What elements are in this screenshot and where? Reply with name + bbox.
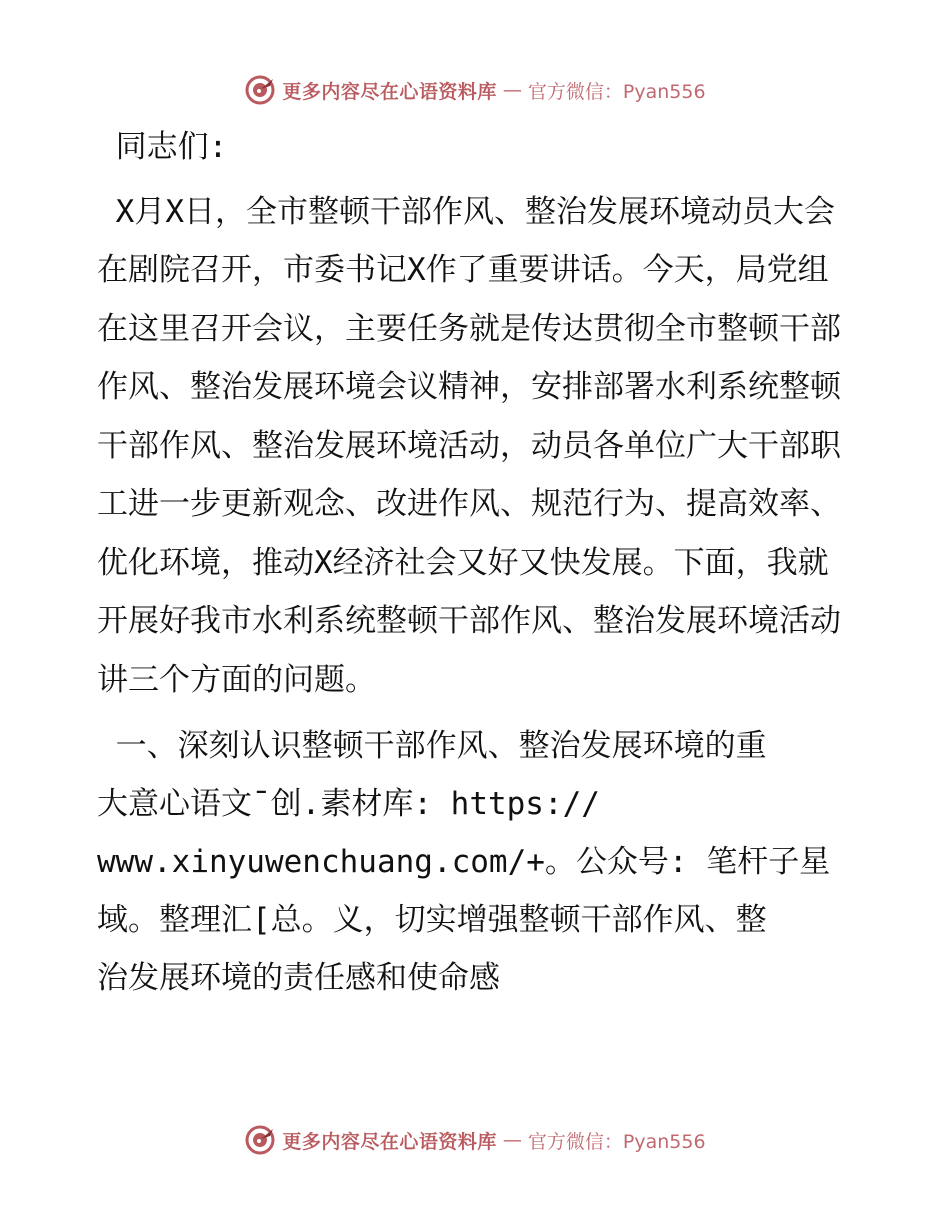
pen-nib-circle-icon xyxy=(244,1124,276,1156)
banner-text: 更多内容尽在心语资料库 xyxy=(282,80,497,103)
document-body xyxy=(97,118,857,1007)
paragraph-1: X月X日，全市整顿干部作风、整治发展环境动员大会在剧院召开，市委书记X作了重要讲话。今天，局党组在这里召开会议，主要任务就是传达贯彻全市整顿干部作风、整治发展环境会议精神，安排部署水利系统整顿干部作风、整治发展环境活动，动员各单位广大干部职工进一步更新观念、改进作风、规范行为、提高效率、优化环境，推动X经济社会又好又快发展。下面，我就开展好我市水利系统整顿干部作风、整治发展环境活动讲三个方面的问题。 xyxy=(97,193,841,698)
heading-1-line-4: 域。整理汇[总。义，切实增强整顿干部作风、整 xyxy=(97,902,767,938)
heading-1-line-5: 治发展环境的责任感和使命感 xyxy=(97,960,500,996)
banner-separator: — xyxy=(502,1129,522,1151)
footer-banner xyxy=(0,1120,950,1160)
greeting: 同志们: xyxy=(97,129,228,165)
header-banner xyxy=(0,70,950,110)
pen-nib-circle-icon xyxy=(244,74,276,106)
heading-1-line-1: 一、深刻认识整顿干部作风、整治发展环境的重 xyxy=(97,728,767,764)
banner-separator: — xyxy=(502,79,522,101)
banner-wechat: 官方微信：Pyan556 xyxy=(527,1130,706,1153)
heading-1-line-2: 大意心语文¯创.素材库: https:// xyxy=(97,786,600,822)
banner-wechat: 官方微信：Pyan556 xyxy=(527,80,706,103)
heading-1-line-3: www.xinyuwenchuang.com/+。公众号: 笔杆子星 xyxy=(97,844,831,880)
banner-text: 更多内容尽在心语资料库 xyxy=(282,1130,497,1153)
